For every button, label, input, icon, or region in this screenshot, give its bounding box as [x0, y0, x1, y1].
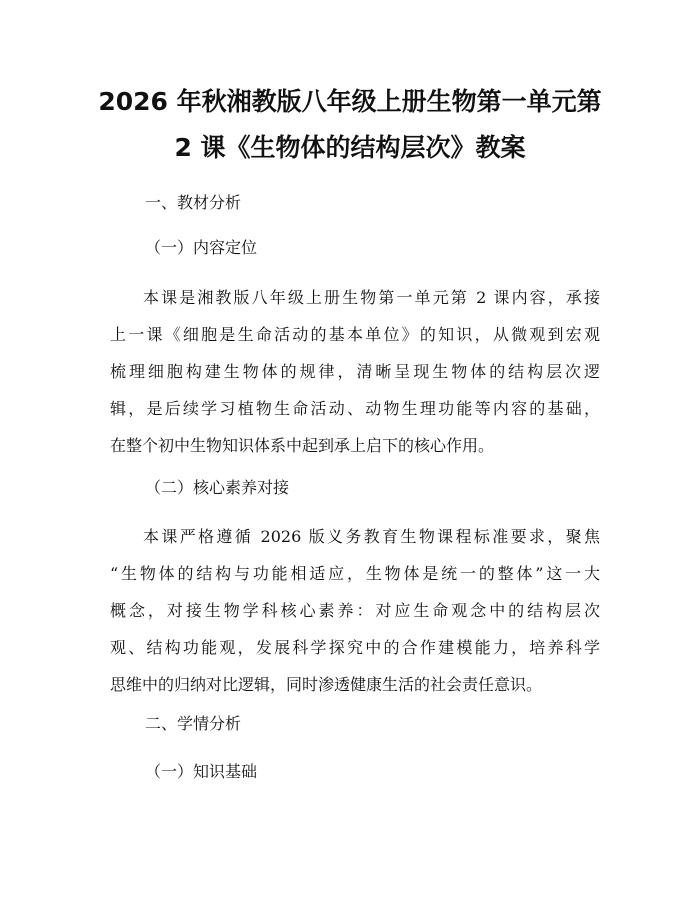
- paragraph-core-literacy: [110, 518, 600, 703]
- paragraph-line: 辑，是后续学习植物生命活动、动物生理功能等内容的基础，: [110, 399, 600, 418]
- paragraph-line: 思维中的归纳对比逻辑，同时渗透健康生活的社会责任意识。: [110, 675, 543, 694]
- document-title-line-1: 2026 年秋湘教版八年级上册生物第一单元第: [98, 87, 602, 116]
- paragraph-line: “生物体的结构与功能相适应，生物体是统一的整体”这一大: [110, 564, 600, 583]
- paragraph-line: 概念，对接生物学科核心素养：对应生命观念中的结构层次: [110, 601, 600, 620]
- paragraph-line: 梳理细胞构建生物体的规律，清晰呈现生物体的结构层次逻: [110, 362, 600, 381]
- paragraph-line: 本课是湘教版八年级上册生物第一单元第 2 课内容，承接: [143, 288, 600, 307]
- subsection-heading-core-literacy: （二）核心素养对接: [145, 478, 290, 497]
- document-title-line-2: 2 课《生物体的结构层次》教案: [174, 133, 526, 162]
- section-heading-textbook-analysis: 一、教材分析: [145, 193, 242, 212]
- paragraph-line: 上一课《细胞是生命活动的基本单位》的知识，从微观到宏观: [110, 325, 600, 344]
- subsection-heading-knowledge-base: （一）知识基础: [145, 762, 258, 781]
- paragraph-line: 观、结构功能观，发展科学探究中的合作建模能力，培养科学: [110, 638, 600, 657]
- paragraph-line: 本课严格遵循 2026 版义务教育生物课程标准要求，聚焦: [143, 527, 600, 546]
- section-heading-student-analysis: 二、学情分析: [145, 714, 242, 733]
- paragraph-content-positioning: [110, 279, 600, 464]
- paragraph-line: 在整个初中生物知识体系中起到承上启下的核心作用。: [110, 436, 495, 455]
- subsection-heading-content-positioning: （一）内容定位: [145, 238, 258, 257]
